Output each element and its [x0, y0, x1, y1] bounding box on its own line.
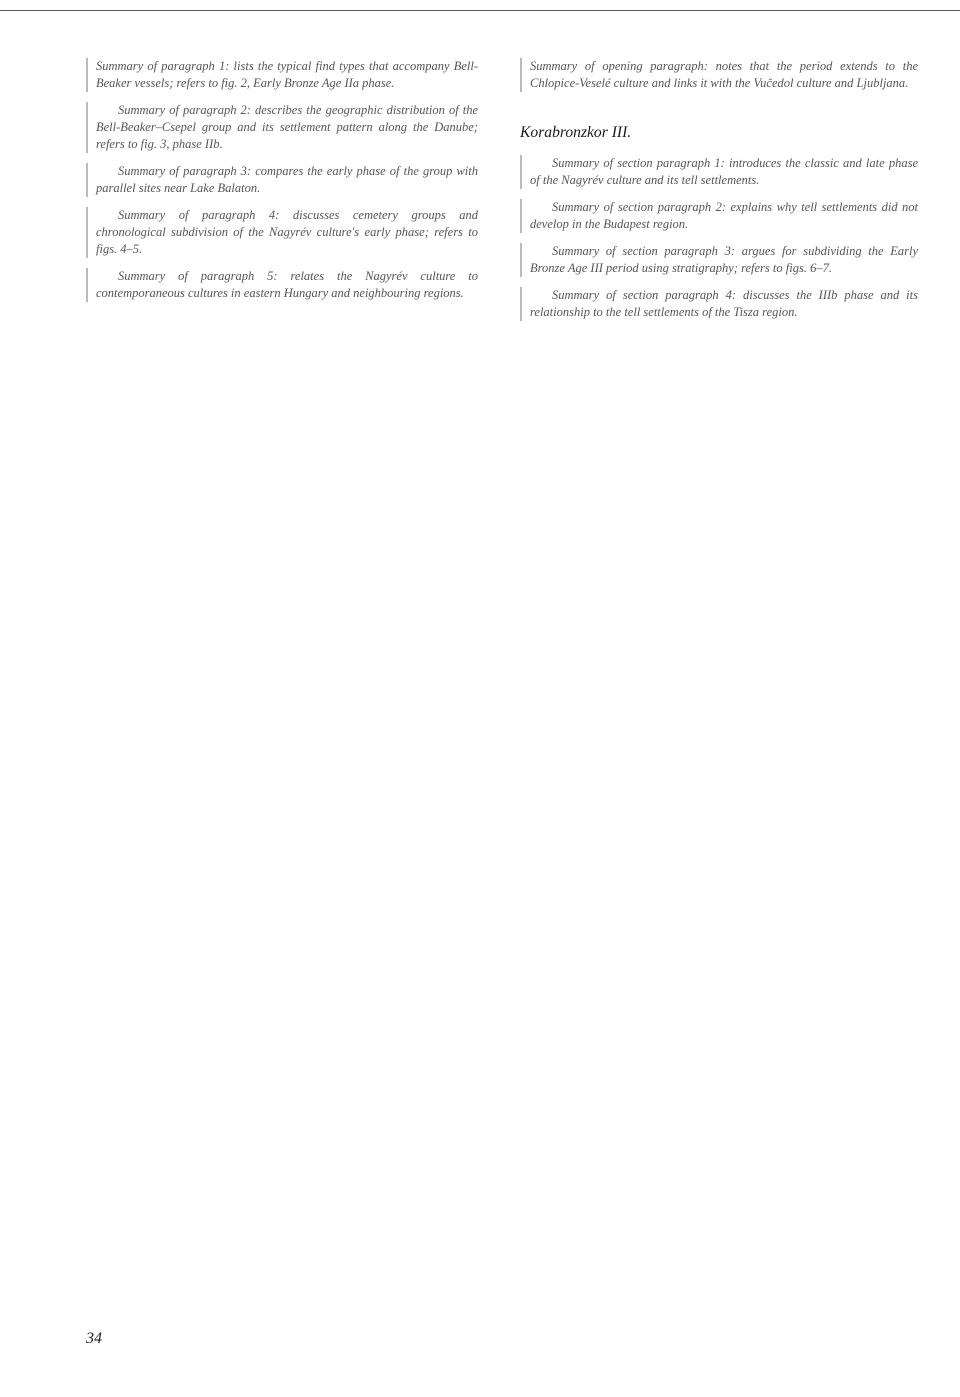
left-column: [86, 58, 478, 312]
summary-right-3: Summary of section paragraph 2: explains why tell settlements did not develop in the Budapest region.: [520, 199, 918, 233]
summary-right-2: Summary of section paragraph 1: introduces the classic and late phase of the Nagyrév culture and its tell settlements.: [520, 155, 918, 189]
summary-right-5: Summary of section paragraph 4: discusses the IIIb phase and its relationship to the tell settlements of the Tisza region.: [520, 287, 918, 321]
summary-left-4: Summary of paragraph 4: discusses cemetery groups and chronological subdivision of the Nagyrév culture's early phase; refers to figs. 4–5.: [86, 207, 478, 258]
summary-right-4: Summary of section paragraph 3: argues for subdividing the Early Bronze Age III period using stratigraphy; refers to figs. 6–7.: [520, 243, 918, 277]
section-heading: Korabronzkor III.: [520, 124, 632, 141]
page-number: 34: [86, 1330, 102, 1347]
right-column: [520, 58, 918, 331]
summary-left-1: Summary of paragraph 1: lists the typical find types that accompany Bell-Beaker vessels; refers to fig. 2, Early Bronze Age IIa phase.: [86, 58, 478, 92]
summary-left-5: Summary of paragraph 5: relates the Nagyrév culture to contemporaneous cultures in eastern Hungary and neighbouring regions.: [86, 268, 478, 302]
summary-left-3: Summary of paragraph 3: compares the early phase of the group with parallel sites near Lake Balaton.: [86, 163, 478, 197]
top-rule: [0, 10, 960, 11]
summary-left-2: Summary of paragraph 2: describes the geographic distribution of the Bell-Beaker–Csepel group and its settlement pattern along the Danube; refers to fig. 3, phase IIb.: [86, 102, 478, 153]
summary-right-1: Summary of opening paragraph: notes that the period extends to the Chlopice-Veselé culture and links it with the Vučedol culture and Ljubljana.: [520, 58, 918, 92]
